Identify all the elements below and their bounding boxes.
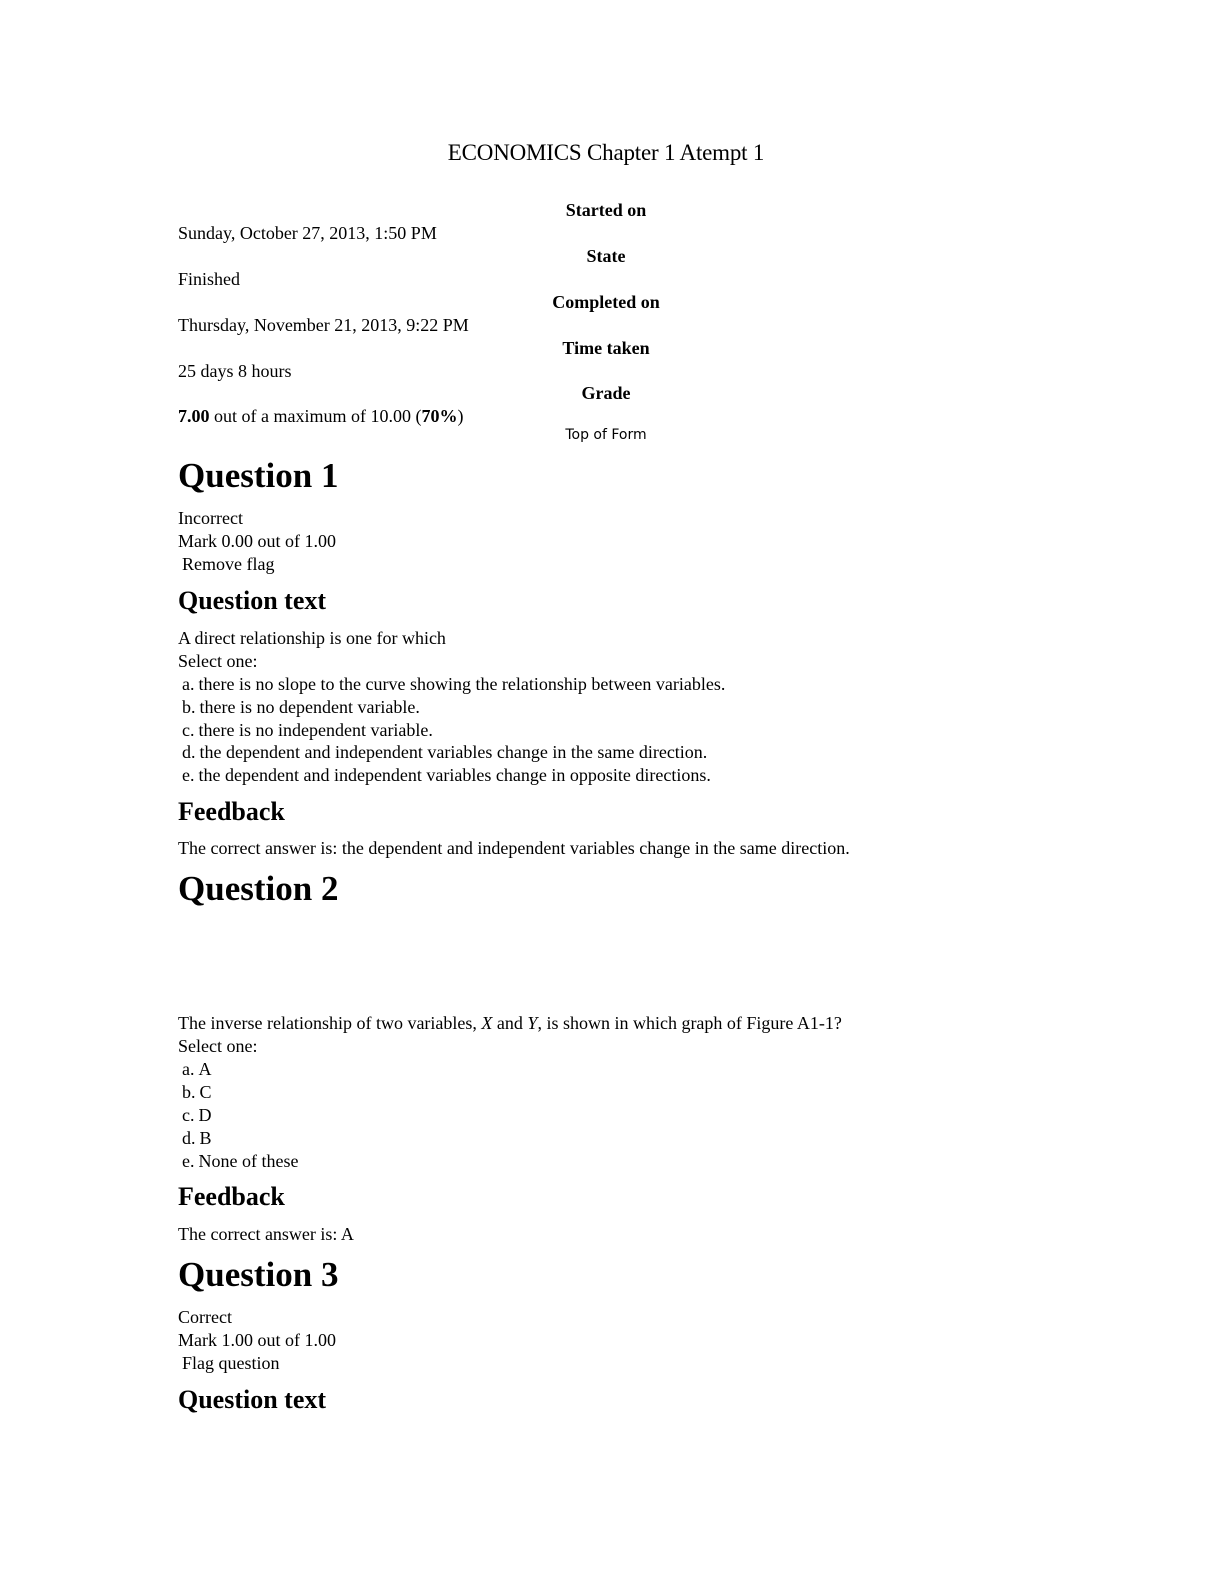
question-3-heading: Question 3: [178, 1255, 339, 1294]
completed-on-label: Completed on: [552, 292, 660, 312]
option-letter: a.: [182, 1059, 195, 1079]
grade-label: Grade: [581, 383, 631, 403]
question-1-select-prompt: Select one:: [178, 651, 258, 671]
option-text: None of these: [198, 1151, 299, 1171]
question-2-select-prompt: Select one:: [178, 1036, 258, 1056]
question-2-text-part1: The inverse relationship of two variables,: [178, 1013, 482, 1033]
option-text: C: [199, 1082, 212, 1102]
state-value: Finished: [178, 269, 241, 289]
started-on-label: Started on: [565, 200, 647, 220]
grade-percent: 70%: [421, 406, 458, 426]
question-1-feedback: The correct answer is: the dependent and independent variables change in the same direction.: [178, 838, 850, 858]
question-3-mark: Mark 1.00 out of 1.00: [178, 1330, 336, 1350]
option-letter: c.: [182, 1105, 195, 1125]
question-2-option-d[interactable]: [182, 1127, 212, 1150]
option-text: there is no dependent variable.: [199, 697, 420, 717]
question-1-mark: Mark 0.00 out of 1.00: [178, 531, 336, 551]
option-letter: b.: [182, 1082, 196, 1102]
question-2-option-c[interactable]: [182, 1104, 212, 1127]
question-2-option-b[interactable]: [182, 1081, 212, 1104]
grade-end: ): [457, 406, 464, 426]
option-text: the dependent and independent variables change in opposite directions.: [198, 765, 711, 785]
option-text: the dependent and independent variables change in the same direction.: [199, 742, 708, 762]
question-2-text-part2: , is shown in which graph of Figure A1-1?: [537, 1013, 842, 1033]
question-3-text-heading: Question text: [178, 1385, 327, 1414]
question-2-feedback-heading: Feedback: [178, 1182, 285, 1211]
option-text: D: [198, 1105, 212, 1125]
top-of-form-marker: Top of Form: [565, 427, 647, 443]
grade-middle: out of a maximum of 10.00 (: [209, 406, 422, 426]
option-letter: c.: [182, 720, 195, 740]
option-letter: b.: [182, 697, 196, 717]
question-2-option-a[interactable]: [182, 1058, 212, 1081]
question-2-text: [178, 1012, 842, 1035]
question-1-flag-link[interactable]: Remove flag: [182, 554, 275, 574]
option-text: A: [198, 1059, 212, 1079]
time-taken-value: 25 days 8 hours: [178, 361, 292, 381]
question-2-option-e[interactable]: [182, 1150, 298, 1173]
started-on-value: Sunday, October 27, 2013, 1:50 PM: [178, 223, 437, 243]
time-taken-label: Time taken: [562, 338, 650, 358]
option-text: B: [199, 1128, 212, 1148]
variable-x: X: [481, 1013, 493, 1033]
question-1-option-b[interactable]: [182, 696, 420, 719]
option-text: there is no independent variable.: [198, 720, 433, 740]
completed-on-value: Thursday, November 21, 2013, 9:22 PM: [178, 315, 469, 335]
grade-score: 7.00: [178, 406, 210, 426]
question-2-feedback: The correct answer is: A: [178, 1224, 354, 1244]
question-1-text: A direct relationship is one for which: [178, 628, 446, 648]
question-3-status: Correct: [178, 1307, 232, 1327]
question-3-flag-link[interactable]: Flag question: [182, 1353, 280, 1373]
state-label: State: [586, 246, 626, 266]
document-title: ECONOMICS Chapter 1 Atempt 1: [447, 140, 765, 165]
option-letter: d.: [182, 742, 196, 762]
grade-value: [178, 406, 463, 427]
option-letter: a.: [182, 674, 195, 694]
question-1-status: Incorrect: [178, 508, 243, 528]
question-1-feedback-heading: Feedback: [178, 797, 285, 826]
question-1-text-heading: Question text: [178, 586, 327, 615]
option-letter: e.: [182, 1151, 195, 1171]
question-1-option-e[interactable]: [182, 764, 711, 787]
option-text: there is no slope to the curve showing the relationship between variables.: [198, 674, 726, 694]
question-2-text-and: and: [492, 1013, 528, 1033]
question-1-option-c[interactable]: [182, 719, 433, 742]
question-1-option-a[interactable]: [182, 673, 725, 696]
option-letter: e.: [182, 765, 195, 785]
option-letter: d.: [182, 1128, 196, 1148]
question-1-option-d[interactable]: [182, 741, 707, 764]
question-1-heading: Question 1: [178, 456, 339, 495]
variable-y: Y: [527, 1013, 538, 1033]
question-2-heading: Question 2: [178, 869, 339, 908]
